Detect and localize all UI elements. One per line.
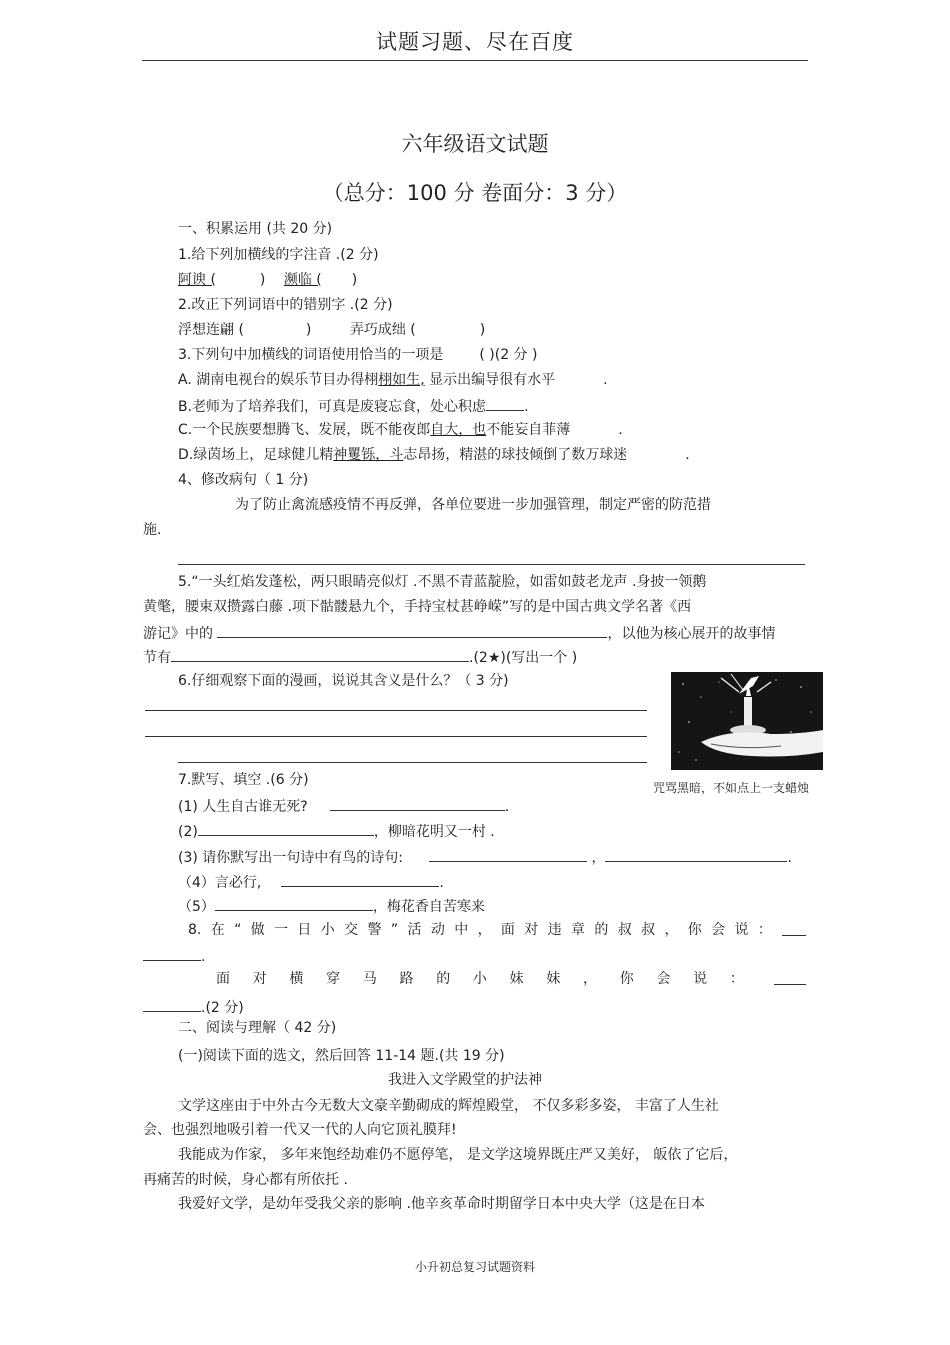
q5-blank-1[interactable] [217,622,607,638]
part2-intro: (一)阅读下面的选文，然后回答 11-14 题.(共 19 分) [178,1048,505,1064]
q8-char: ， [664,922,679,938]
q5-line1: 5.“一头红焰发蓬松，两只眼睛亮似灯 .不黑不青蓝靛脸，如雷如鼓老龙声 .身披一领鹅 [178,574,707,590]
q5-line3: 游记》中的 ，以他为核心展开的故事情 [143,622,775,644]
q8-char: 在 [210,922,225,938]
q8-char: ： [729,971,744,987]
q8-char: 会 [656,971,671,987]
q8-char: ， [583,971,598,987]
q8-char: 动 [430,922,445,938]
q7-line4: （4）言必行, . [178,871,444,893]
part2-heading: 二、阅读与理解（ 42 分) [178,1020,337,1036]
q8-char: 章 [571,922,585,938]
q8-char: 横 [289,971,304,987]
passage-p1b: 会、也强烈地吸引着一代又一代的人向它顶礼膜拜! [143,1122,457,1138]
q1-item-b: 濒临 ( [283,272,322,288]
q5-line2: 黄氅，腰束双攒露白藤 .项下骷髅悬九个，手持宝杖甚峥嵘”写的是中国古典文学名著《西 [143,599,692,615]
q8-line1 [188,920,772,940]
q7-line5: （5） ，梅花香自苦寒来 [178,895,485,917]
exam-title: 六年级语文试题 [401,132,549,156]
q2-item-a: 浮想连翩 ( [178,322,244,338]
q8-char: 说 [734,922,749,938]
page-header: 试题习题、尽在百度 [376,30,574,54]
q7-blank-3a[interactable] [429,846,587,862]
q8-char: 马 [362,971,377,987]
passage-p2a: 我能成为作家， 多年来饱经劫难仍不愿停笔， 是文学这境界既庄严又美好， 皈依了它后， [178,1147,738,1163]
q8-blank-1b[interactable] [143,945,201,961]
q8-char: 中 [454,922,469,938]
q8-char: 妹 [546,971,561,987]
q8-char: 一 [274,922,289,938]
q8-char: “ [234,922,242,938]
q1-items: 阿谀 ( ) 濒临 ( ) [178,272,358,288]
q8-char: 的 [436,971,451,987]
q8-char: 违 [547,922,562,938]
page-footer: 小升初总复习试题资料 [414,1260,535,1274]
q8-line1-chars [188,920,772,940]
q4-sentence: 为了防止禽流感疫情不再反弹，各单位要进一步加强管理，制定严密的防范措 [235,497,711,513]
q2-item-b: 弄巧成绌 ( [349,322,416,338]
q8-score: .(2 分) [143,996,244,1018]
q7-blank-3b[interactable] [605,846,787,862]
q4-text: 4、修改病句（ 1 分) [178,472,309,488]
q8-char: 你 [687,922,702,938]
q8-char: 交 [344,922,359,938]
q8-char: 叔 [617,922,632,938]
q8-char: 活 [407,922,422,938]
passage-p3a: 我爱好文学，是幼年受我父亲的影响 .他辛亥革命时期留学日本中央大学（这是在日本 [178,1196,705,1212]
q8-char: ” [390,922,399,938]
q5-line4: 节有 .(2★)(写出一个 ) [143,646,577,668]
q1-text: 1.给下列加横线的字注音 .(2 分) [178,247,379,263]
q8-line3-chars [216,969,744,989]
q8-char: 对 [524,922,539,938]
q7-blank-4[interactable] [281,871,439,887]
q8-char: 路 [399,971,414,987]
q6-answer-line-3[interactable] [178,762,647,763]
q3-option-a: A. 湖南电视台的娱乐节目办得栩栩如生, 显示出编导很有水平 . [178,372,608,388]
q3-option-c: C.一个民族要想腾飞、发展，既不能夜郎自大，也不能妄自菲薄 . [178,422,623,438]
q8-char: 会 [711,922,726,938]
q8-char: 对 [252,971,267,987]
q2-text: 2.改正下列词语中的错别字 .(2 分) [178,297,393,313]
q8-blank-1a[interactable] [782,920,806,936]
q7-blank-2[interactable] [198,820,374,836]
candle-hand-icon [671,672,823,770]
exam-subtitle: （总分：100 分 卷面分：3 分） [322,181,628,205]
q8-char: 小 [472,971,487,987]
q8-char: 的 [594,922,609,938]
q7-blank-1[interactable] [330,795,505,811]
cartoon-caption: 咒骂黑暗，不如点上一支蜡烛 [653,781,810,795]
q6-answer-line-1[interactable] [145,710,647,711]
q3-option-d: D.绿茵场上，足球健儿精神矍铄，斗志昂扬，精湛的球技倾倒了数万球迷 . [178,447,690,463]
q8-blank-2a[interactable] [774,969,806,985]
q8-char: ， [477,922,492,938]
q8-char: 说 [693,971,708,987]
q1-item-a: 阿谀 ( [178,272,216,288]
q8-char: 小 [320,922,335,938]
q2-items: 浮想连翩 ( ) 弄巧成绌 ( ) [178,322,486,338]
q8-char: 日 [297,922,312,938]
q7-line3: (3) 请你默写出一句诗中有鸟的诗句: ， . [178,846,792,868]
q8-char: 面 [500,922,515,938]
q6-text: 6.仔细观察下面的漫画，说说其含义是什么？（ 3 分) [178,673,509,689]
q8-char: 你 [619,971,634,987]
q8-char: 妹 [509,971,524,987]
q4-answer-line[interactable] [178,564,805,565]
q8-char: ： [757,922,772,938]
q7-text: 7.默写、填空 .(6 分) [178,772,309,788]
part1-heading: 一、积累运用 (共 20 分) [178,221,333,237]
q8-line3 [216,969,744,989]
header-rule [142,60,808,61]
q7-blank-5[interactable] [215,895,373,911]
q6-answer-line-2[interactable] [145,736,647,737]
q5-blank-2[interactable] [171,646,469,662]
q8-char: 叔 [641,922,656,938]
q8-char: 穿 [326,971,341,987]
q8-char: 做 [250,922,265,938]
q8-char: 8. [188,922,202,938]
q8-blank-2b[interactable] [143,996,201,1012]
q7-line1: (1) 人生自古谁无死? . [178,795,509,817]
passage-p2b: 再痛苦的时候，身心都有所依托 . [143,1172,348,1188]
passage-p1a: 文学这座由于中外古今无数大文豪辛勤砌成的辉煌殿堂， 不仅多彩多姿， 丰富了人生社 [178,1098,719,1114]
passage-title: 我进入文学殿堂的护法神 [388,1072,542,1088]
q7-line2: (2) ，柳暗花明又一村 . [178,820,495,842]
q3-text: 3.下列句中加横线的词语使用恰当的一项是 ( )(2 分 ) [178,347,538,363]
q8-char: 面 [216,971,230,987]
candle-cartoon [671,672,823,770]
q8-char: 警 [367,922,382,938]
q3-option-b: B.老师为了培养我们，可真是废寝忘食，处心积虑 . [178,395,529,417]
q4-sentence-end: 施. [143,522,162,538]
